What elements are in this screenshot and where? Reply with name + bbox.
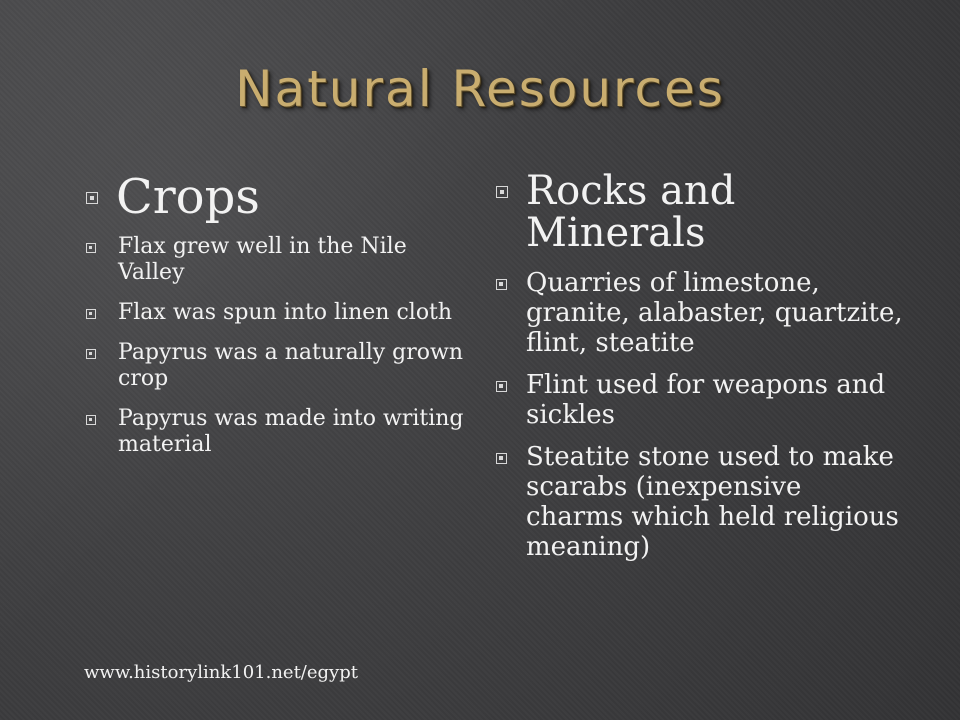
slide-title: Natural Resources: [235, 60, 725, 118]
square-bullet-icon: [496, 453, 507, 464]
list-item: [86, 300, 466, 326]
list-item-text: Flint used for weapons and sickles: [526, 370, 886, 430]
list-item: [496, 370, 906, 430]
list-item: [86, 340, 466, 392]
square-bullet-icon: [496, 279, 507, 290]
square-bullet-icon: [86, 243, 96, 253]
square-bullet-icon: [86, 309, 96, 319]
square-bullet-icon: [86, 192, 98, 204]
square-bullet-icon: [86, 349, 96, 359]
source-link[interactable]: www.historylink101.net/egypt: [84, 662, 358, 683]
left-heading: [86, 170, 466, 224]
list-item: [86, 406, 466, 458]
list-item: [86, 234, 466, 286]
right-heading: [496, 170, 906, 254]
list-item-text: Flax was spun into linen cloth: [118, 300, 453, 325]
left-heading-text: Crops: [116, 169, 260, 225]
list-item-text: Papyrus was a naturally grown crop: [118, 340, 464, 391]
square-bullet-icon: [496, 186, 508, 198]
list-item-text: Papyrus was made into writing material: [118, 406, 464, 457]
list-item: [496, 442, 906, 562]
list-item-text: Quarries of limestone, granite, alabaster, quartzite, flint, steatite: [526, 268, 903, 358]
square-bullet-icon: [86, 415, 96, 425]
list-item-text: Flax grew well in the Nile Valley: [118, 234, 407, 285]
right-column: [496, 170, 906, 574]
list-item-text: Steatite stone used to make scarabs (inexpensive charms which held religious meaning): [526, 442, 899, 562]
left-column: [86, 170, 466, 472]
right-heading-text: Rocks and Minerals: [526, 168, 736, 256]
square-bullet-icon: [496, 381, 507, 392]
list-item: [496, 268, 906, 358]
